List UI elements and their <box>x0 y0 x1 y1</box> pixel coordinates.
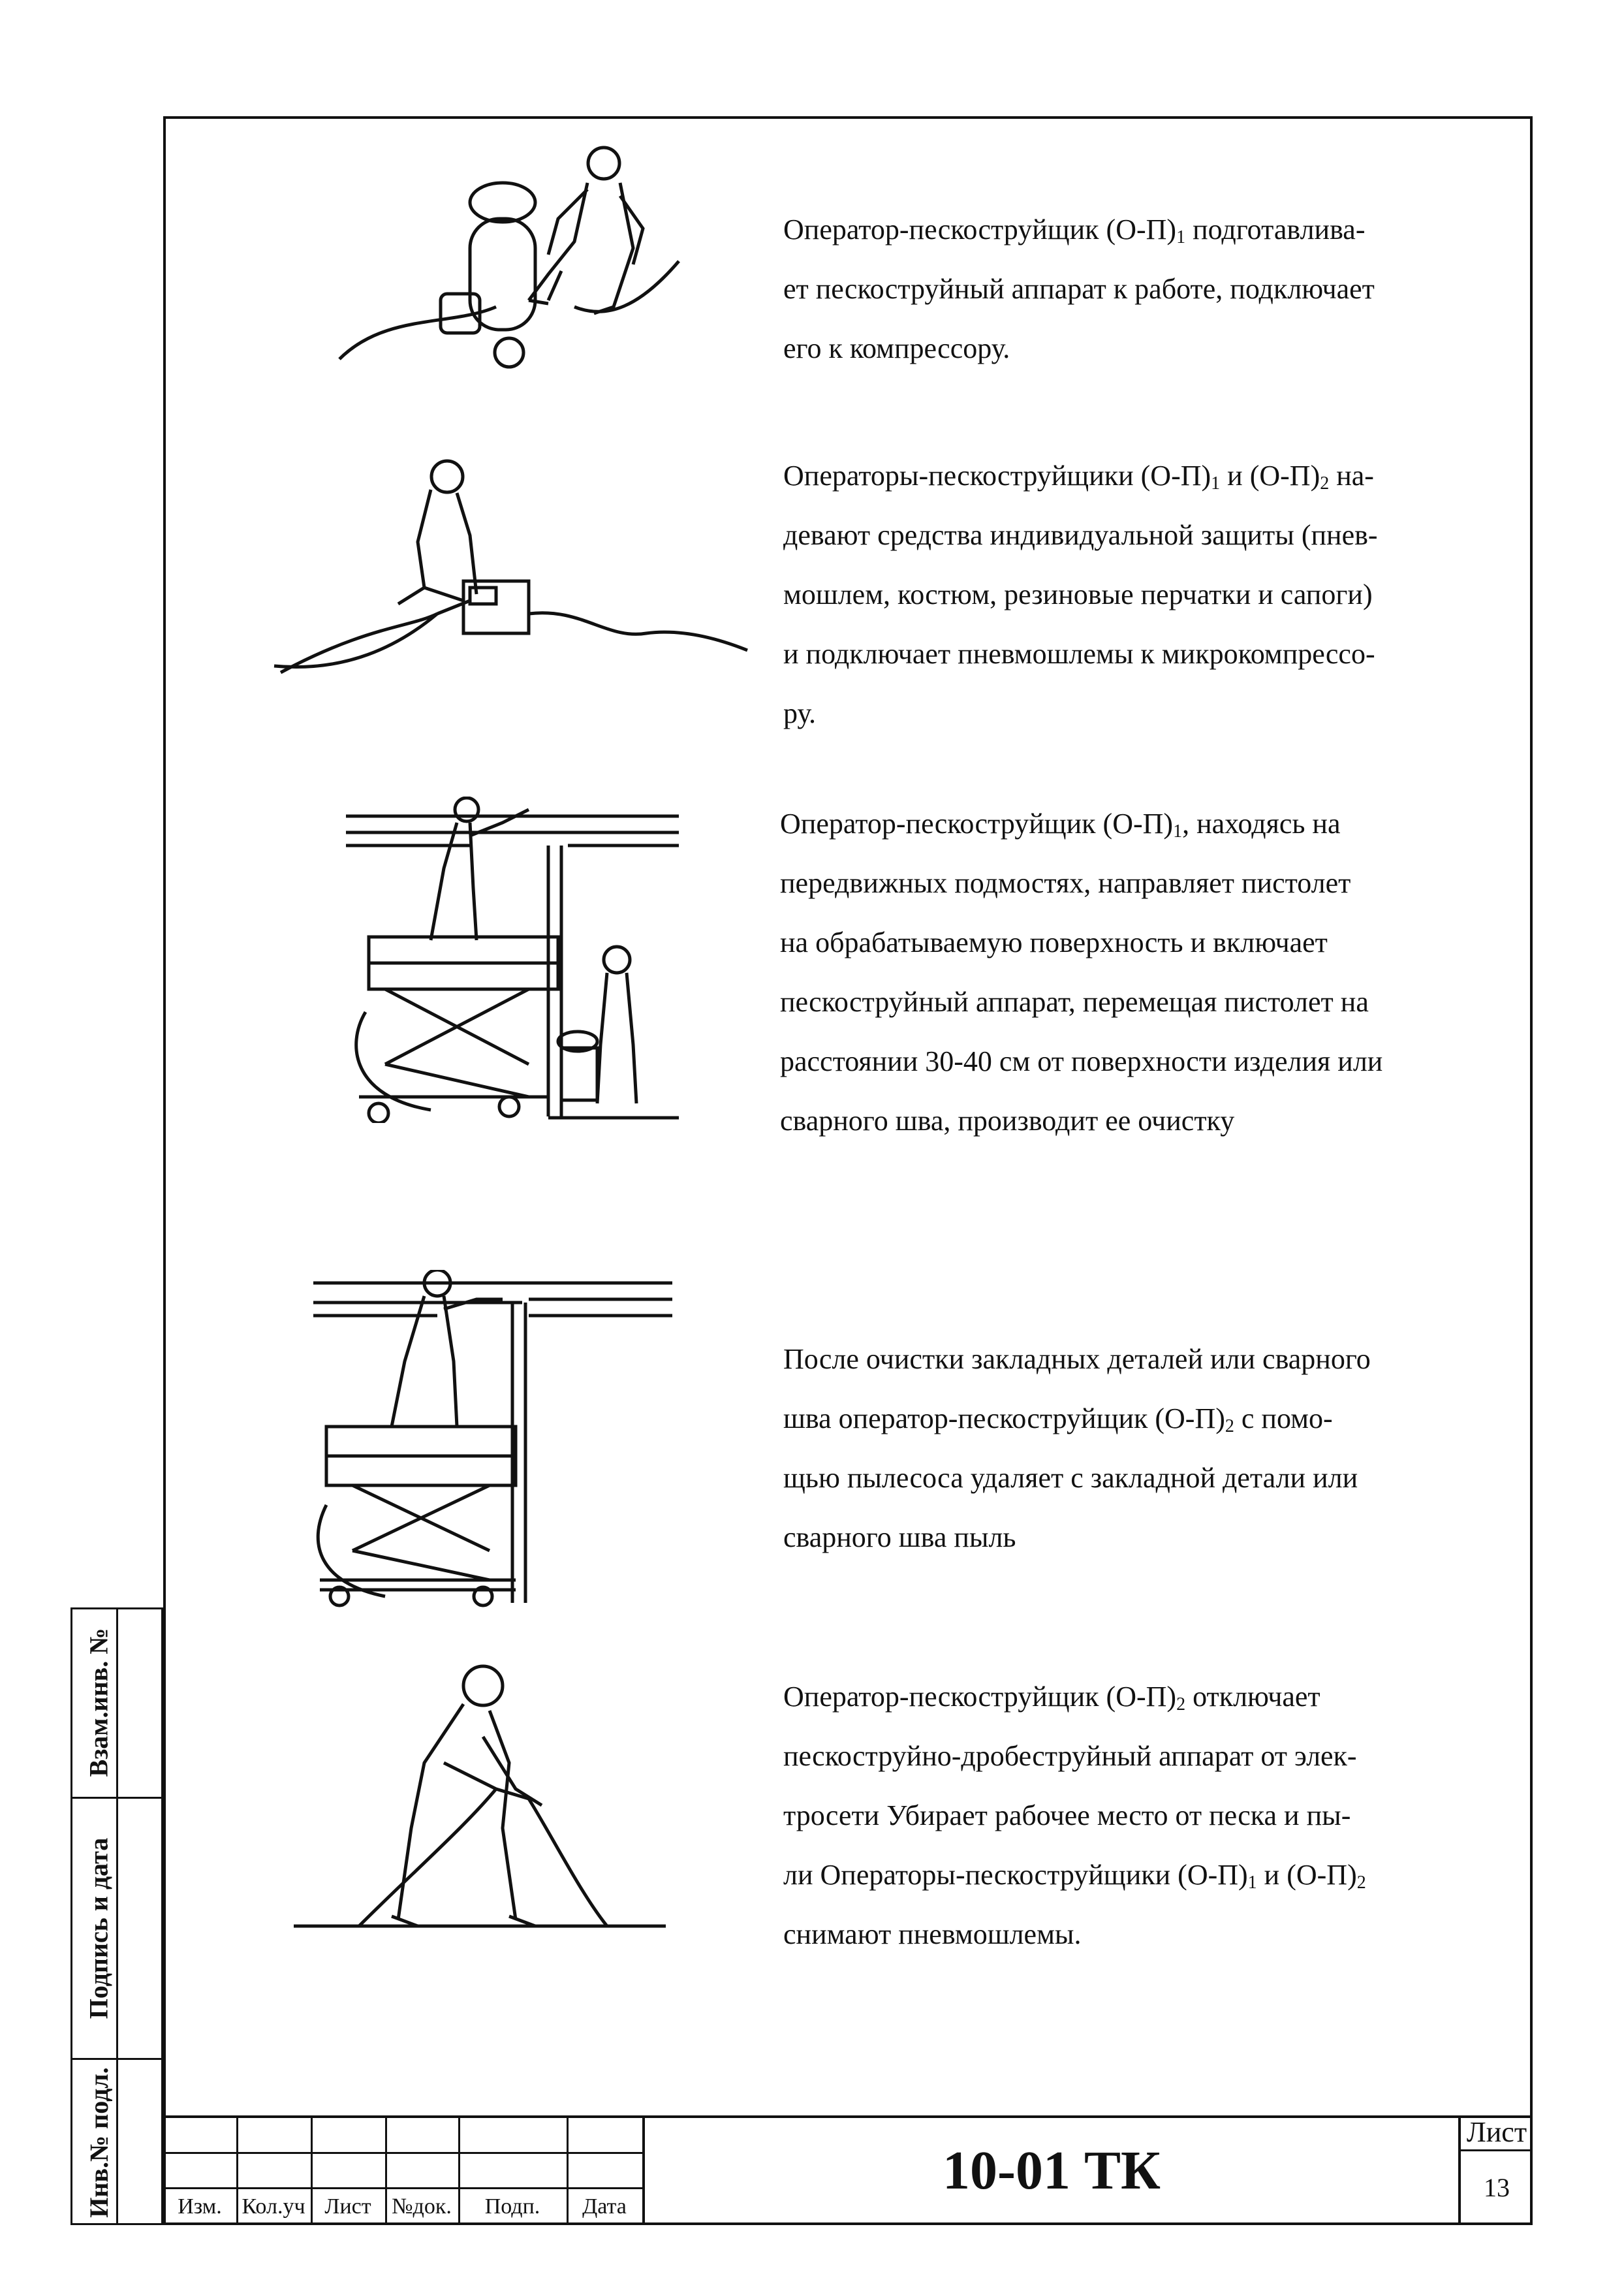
operator-blasting-on-scaffold-illustration <box>339 797 679 1123</box>
text-line <box>783 319 1488 378</box>
text-line <box>783 684 1488 743</box>
title-block <box>163 2115 1533 2225</box>
sidebar-label-original-inv: Инв.№ подл. <box>84 2067 114 2218</box>
text-run: мошлем, костюм, резиновые перчатки и сапоги) <box>783 578 1373 610</box>
text-run: с помо- <box>1234 1402 1333 1434</box>
sidebar-label-signature-date: Подпись и дата <box>84 1837 114 2019</box>
text-line <box>783 565 1488 624</box>
section-3-text <box>780 794 1511 1150</box>
text-run: Операторы-пескоструйщики (О-П) <box>783 460 1211 492</box>
text-run: ру. <box>783 697 817 729</box>
subscript: 2 <box>1320 473 1330 494</box>
text-run: снимают пневмошлемы. <box>783 1918 1082 1950</box>
sidebar-label-replaced-inv: Взам.инв. № <box>84 1628 114 1777</box>
document-code: 10-01 ТК <box>943 2140 1161 2201</box>
operator-vacuuming-illustration <box>307 1270 672 1609</box>
text-run: и (О-П) <box>1257 1859 1357 1891</box>
text-run: и (О-П) <box>1220 460 1320 492</box>
subscript: 1 <box>1211 473 1221 494</box>
text-line <box>780 853 1511 913</box>
header-sheet: Лист <box>324 2194 371 2219</box>
header-change: Изм. <box>178 2194 222 2219</box>
header-doc-number: №док. <box>392 2194 452 2219</box>
text-line <box>783 200 1488 259</box>
text-line <box>780 913 1511 972</box>
section-5-text <box>783 1667 1488 1964</box>
text-run: на обрабатываемую поверхность и включает <box>780 926 1328 958</box>
sheet-box <box>1458 2115 1533 2225</box>
text-run: сварного шва пыль <box>783 1521 1016 1553</box>
text-line <box>783 1667 1488 1726</box>
text-run: подготавлива- <box>1185 213 1366 245</box>
text-line <box>783 624 1488 684</box>
text-run: После очистки закладных деталей или сварного <box>783 1343 1371 1375</box>
section-1-text <box>783 200 1488 378</box>
text-run: Оператор-пескоструйщик (О-П) <box>783 213 1177 245</box>
subscript: 1 <box>1247 1873 1257 1893</box>
sheet-label: Лист <box>1461 2115 1533 2151</box>
title-block-row-line <box>163 2152 642 2154</box>
approval-sidebar <box>70 1607 163 2225</box>
text-line <box>783 1508 1488 1567</box>
text-run: шва оператор-пескоструйщик (О-П) <box>783 1402 1225 1434</box>
text-line <box>783 1329 1488 1389</box>
text-line <box>783 1448 1488 1508</box>
text-run: сварного шва, производит ее очистку <box>780 1105 1235 1137</box>
text-run: и подключает пневмошлемы к микрокомпрессо- <box>783 638 1375 670</box>
subscript: 2 <box>1225 1416 1234 1436</box>
text-run: расстоянии 30-40 см от поверхности изделия или <box>780 1045 1383 1077</box>
text-line <box>780 794 1511 853</box>
text-line <box>783 1389 1488 1448</box>
text-line <box>780 972 1511 1032</box>
text-line <box>783 1845 1488 1905</box>
header-date: Дата <box>582 2194 627 2219</box>
text-line <box>780 1032 1511 1091</box>
text-run: тросети Убирает рабочее место от песка и пы- <box>783 1799 1351 1831</box>
text-run: , находясь на <box>1182 808 1341 840</box>
operator-cleaning-workplace-illustration <box>281 1658 672 1939</box>
text-run: отключает <box>1185 1681 1320 1713</box>
text-run: ли Операторы-пескоструйщики (О-П) <box>783 1859 1248 1891</box>
text-run: щью пылесоса удаляет с закладной детали или <box>783 1462 1358 1494</box>
text-line <box>783 446 1488 505</box>
header-count: Кол.уч <box>242 2194 305 2219</box>
subscript: 2 <box>1356 1873 1366 1893</box>
section-4-text <box>783 1329 1488 1567</box>
text-line <box>783 1786 1488 1845</box>
text-run: его к компрессору. <box>783 332 1010 364</box>
subscript: 1 <box>1173 821 1183 842</box>
operators-donning-protection-illustration <box>268 457 751 692</box>
text-line <box>783 259 1488 319</box>
text-line <box>783 1905 1488 1964</box>
text-run: передвижных подмостях, направляет пистолет <box>780 867 1351 899</box>
text-line <box>780 1091 1511 1150</box>
text-run: ет пескоструйный аппарат к работе, подключает <box>783 273 1375 305</box>
text-line <box>783 1726 1488 1786</box>
sheet-number: 13 <box>1484 2172 1510 2202</box>
text-run: пескоструйный аппарат, перемещая пистолет на <box>780 986 1369 1018</box>
text-run: Оператор-пескоструйщик (О-П) <box>780 808 1174 840</box>
section-2-text <box>783 446 1488 743</box>
text-run: на- <box>1329 460 1374 492</box>
operator-preparing-blaster-illustration <box>333 144 685 392</box>
text-run: пескоструйно-дробеструйный аппарат от элек- <box>783 1740 1357 1772</box>
header-signature: Подп. <box>484 2194 540 2219</box>
subscript: 2 <box>1176 1694 1186 1715</box>
subscript: 1 <box>1176 227 1186 247</box>
text-line <box>783 505 1488 565</box>
text-run: девают средства индивидуальной защиты (пнев- <box>783 519 1378 551</box>
text-run: Оператор-пескоструйщик (О-П) <box>783 1681 1177 1713</box>
